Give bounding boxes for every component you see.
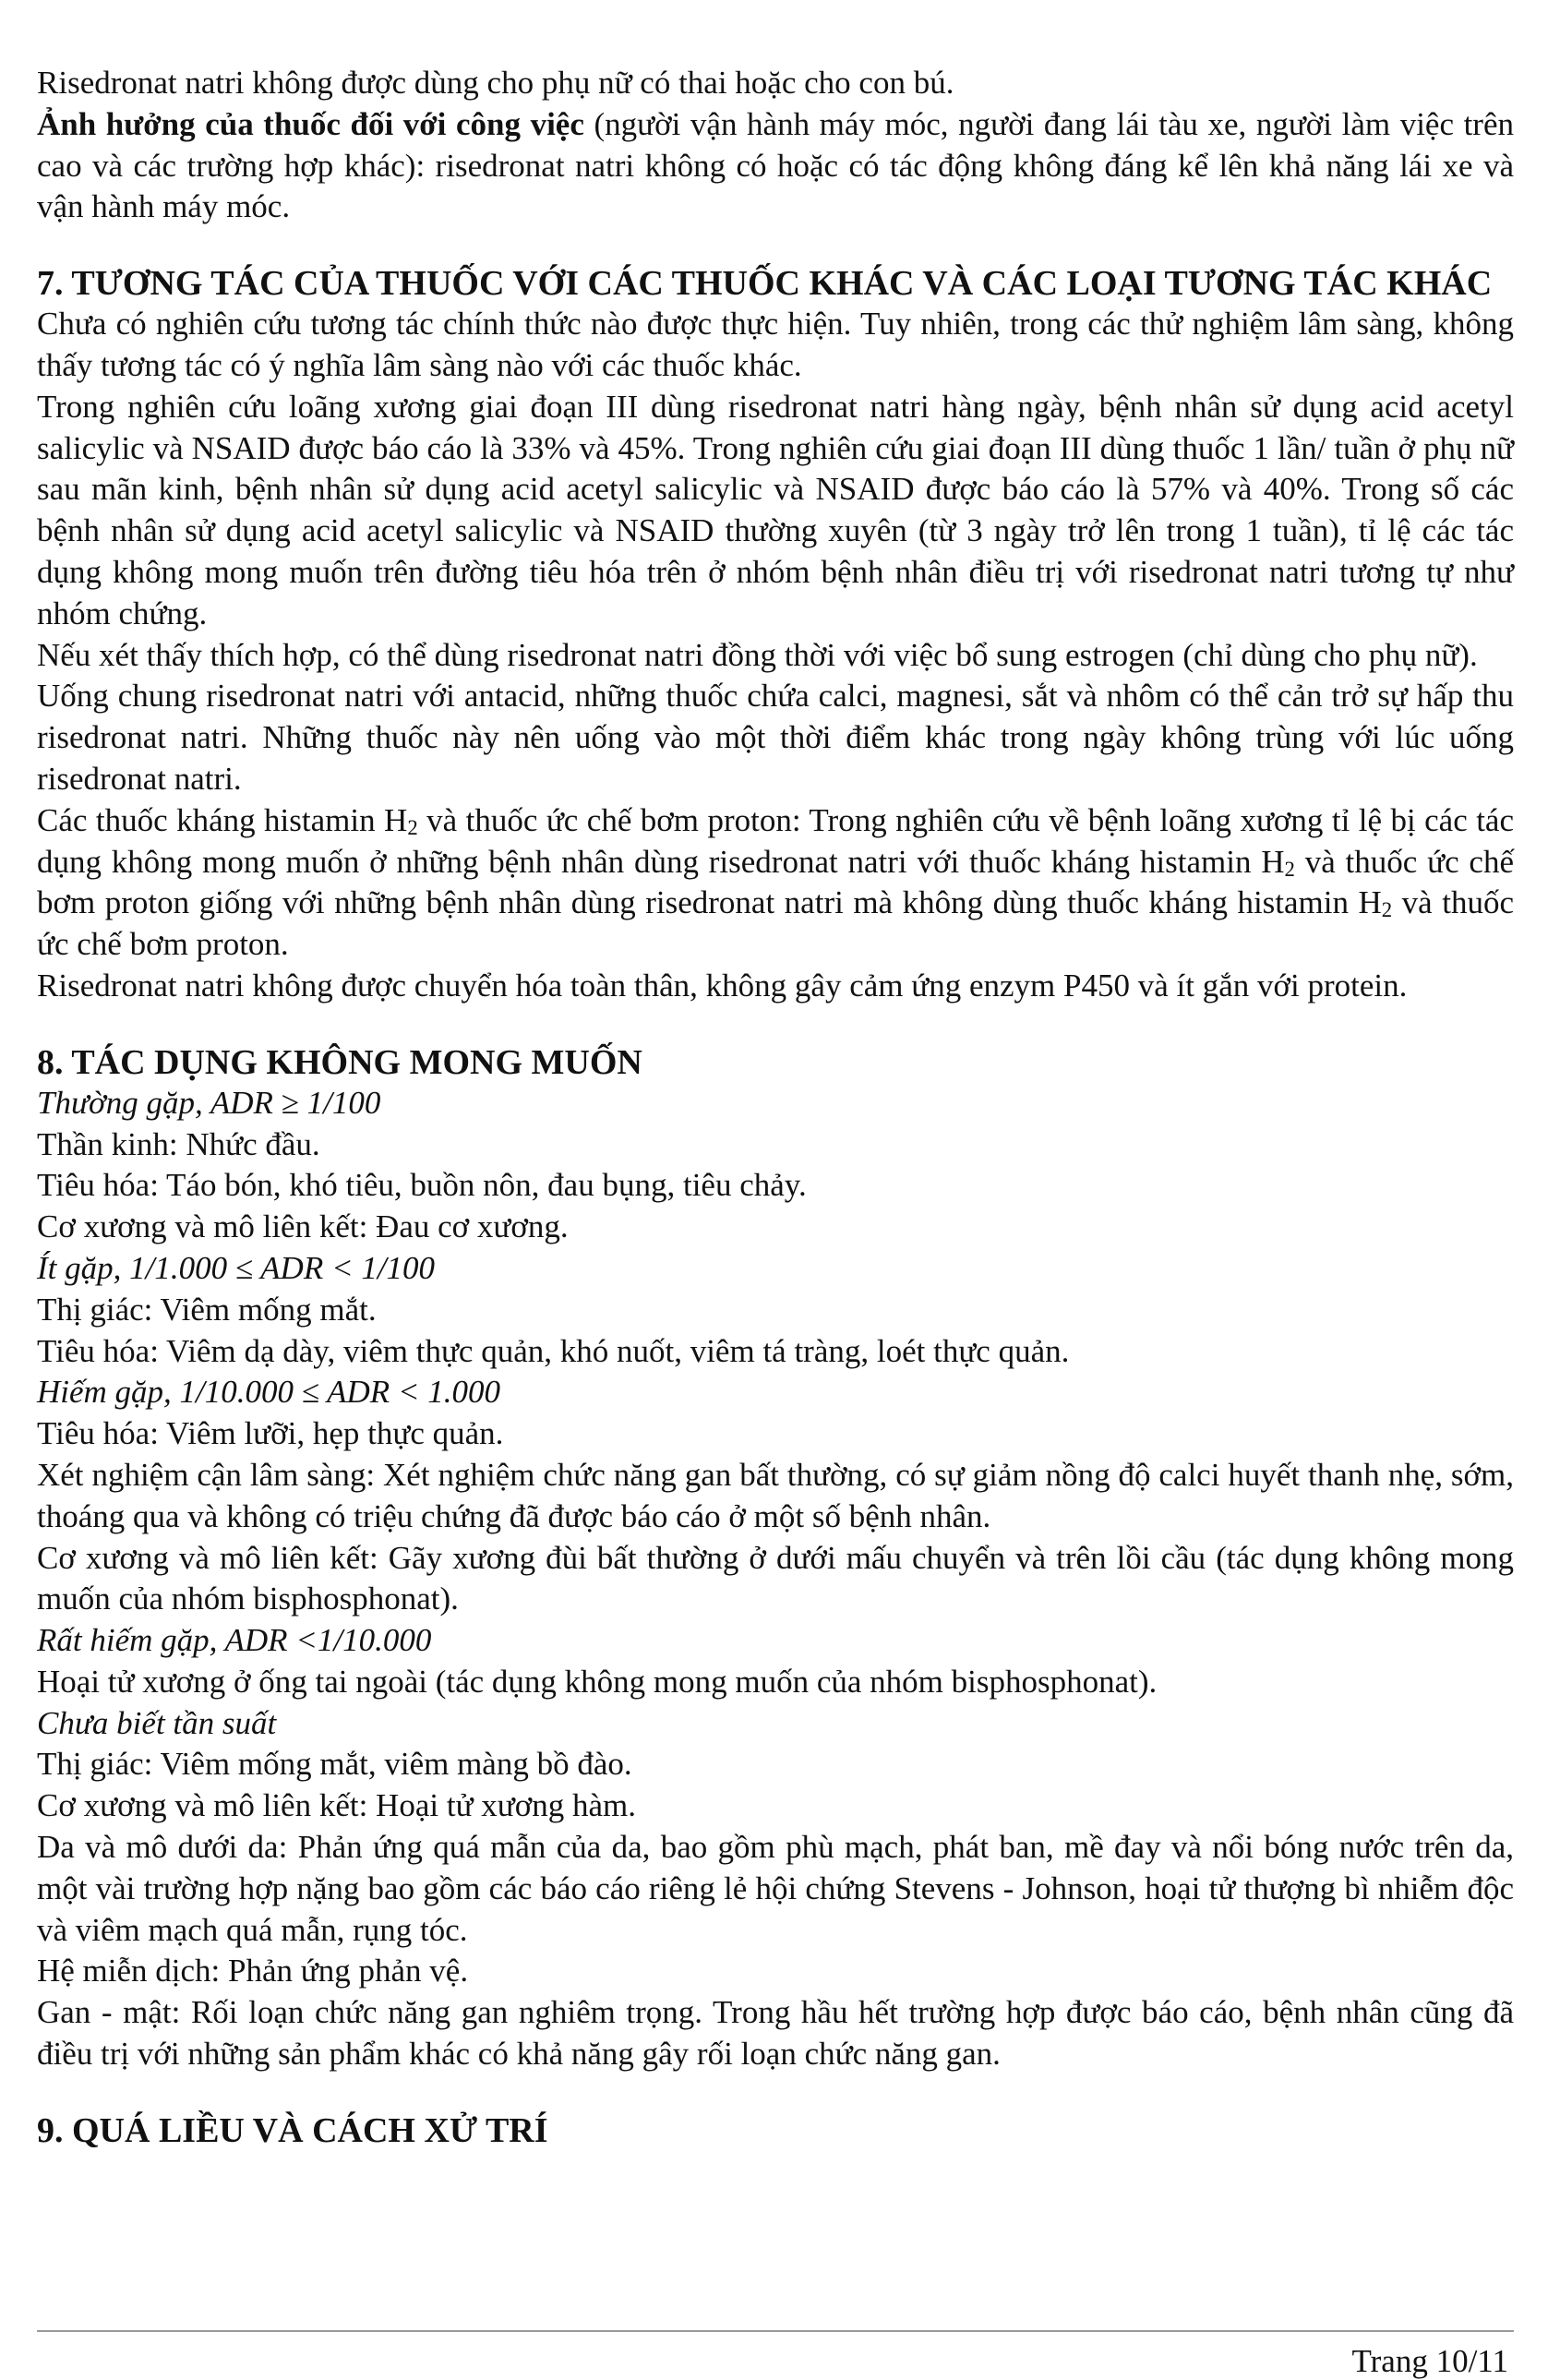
list-item: Hoại tử xương ở ống tai ngoài (tác dụng không mong muốn của nhóm bisphosphonat). (37, 1663, 1158, 1700)
section-heading-9: 9. QUÁ LIỀU VÀ CÁCH XỬ TRÍ (37, 2110, 548, 2150)
list-item: Gan - mật: Rối loạn chức năng gan nghiêm trọng. Trong hầu hết trường hợp được báo cáo, bệnh nhân cũng đã điều trị với những sản phẩm khác có khả năng gây rối loạn chức năng gan. (37, 1994, 1514, 2073)
frequency-subheading: Rất hiếm gặp, ADR <1/10.000 (37, 1622, 432, 1659)
adverse-effects-list (37, 1083, 1514, 2075)
paragraph: Nếu xét thấy thích hợp, có thể dùng risedronat natri đồng thời với việc bổ sung estrogen (chỉ dùng cho phụ nữ). (37, 636, 1478, 673)
list-item: Thần kinh: Nhức đầu. (37, 1125, 320, 1162)
list-item: Da và mô dưới da: Phản ứng quá mẫn của da, bao gồm phù mạch, phát ban, mề đay và nổi bóng nước trên da, một vài trường hợp nặng bao gồm các báo cáo riêng lẻ hội chứng Stevens - Johnson, hoại tử thượng bì nhiễm độc và viêm mạch quá mẫn, rụng tóc. (37, 1829, 1514, 1948)
list-item: Tiêu hóa: Táo bón, khó tiêu, buồn nôn, đau bụng, tiêu chảy. (37, 1167, 807, 1204)
paragraph: Uống chung risedronat natri với antacid, những thuốc chứa calci, magnesi, sắt và nhôm có thể cản trở sự hấp thu risedronat natri. Những thuốc này nên uống vào một thời điểm khác trong ngày không trùng với lúc uống risedronat natri. (37, 678, 1514, 797)
list-item: Thị giác: Viêm mống mắt, viêm màng bồ đào. (37, 1746, 632, 1783)
frequency-subheading: Thường gặp, ADR ≥ 1/100 (37, 1084, 381, 1121)
frequency-subheading: Chưa biết tần suất (37, 1704, 277, 1741)
frequency-subheading: Hiếm gặp, 1/10.000 ≤ ADR < 1.000 (37, 1374, 501, 1411)
list-item: Cơ xương và mô liên kết: Hoại tử xương hàm. (37, 1787, 637, 1824)
paragraph (37, 800, 1514, 966)
list-item: Tiêu hóa: Viêm dạ dày, viêm thực quản, khó nuốt, viêm tá tràng, loét thực quản. (37, 1332, 1070, 1369)
paragraph: Risedronat natri không được chuyển hóa toàn thân, không gây cảm ứng enzym P450 và ít gắn với protein. (37, 967, 1408, 1004)
page-number: Trang 10/11 (1351, 2343, 1508, 2379)
paragraph-text: và thuốc ức chế bơm proton: Trong nghiên cứu về bệnh loãng xương tỉ lệ bị các tác dụng không mong muốn ở những bệnh nhân dùng risedronat natri với thuốc kháng histamin H (37, 801, 1514, 880)
list-item: Xét nghiệm cận lâm sàng: Xét nghiệm chức năng gan bất thường, có sự giảm nồng độ calci huyết thanh nhẹ, sớm, thoáng qua và không có triệu chứng đã được báo cáo ở một số bệnh nhân. (37, 1456, 1514, 1534)
paragraph-text: Các thuốc kháng histamin H (37, 801, 408, 838)
paragraph-text: và thuốc ức chế bơm proton giống với những bệnh nhân dùng risedronat natri mà không dùng thuốc kháng histamin H (37, 843, 1514, 921)
paragraph: Risedronat natri không được dùng cho phụ nữ có thai hoặc cho con bú. (37, 65, 954, 101)
subscript: 2 (407, 815, 418, 839)
paragraph-text: và thuốc ức chế bơm proton. (37, 884, 1514, 963)
paragraph: Trong nghiên cứu loãng xương giai đoạn III dùng risedronat natri hàng ngày, bệnh nhân sử dụng acid acetyl salicylic và NSAID được báo cáo là 33% và 45%. Trong nghiên cứu giai đoạn III dùng thuốc 1 lần/ tuần ở phụ nữ sau mãn kinh, bệnh nhân sử dụng acid acetyl salicylic và NSAID được báo cáo là 57% và 40%. Trong số các bệnh nhân sử dụng acid acetyl salicylic và NSAID thường xuyên (từ 3 ngày trở lên trong 1 tuần), tỉ lệ các tác dụng không mong muốn trên đường tiêu hóa trên ở nhóm bệnh nhân điều trị với risedronat natri tương tự như nhóm chứng. (37, 388, 1514, 631)
subscript: 2 (1381, 898, 1393, 922)
list-item: Thị giác: Viêm mống mắt. (37, 1291, 377, 1328)
paragraph (37, 104, 1514, 228)
frequency-subheading: Ít gặp, 1/1.000 ≤ ADR < 1/100 (37, 1249, 436, 1286)
paragraph-text: (người vận hành máy móc, người đang lái tàu xe, người làm việc trên cao và các trường hợp khác): risedronat natri không có hoặc có tác động không đáng kể lên khả năng lái xe và vận hành máy móc. (37, 105, 1514, 225)
footer-divider (37, 2330, 1514, 2332)
list-item: Tiêu hóa: Viêm lưỡi, hẹp thực quản. (37, 1415, 504, 1452)
paragraph: Chưa có nghiên cứu tương tác chính thức nào được thực hiện. Tuy nhiên, trong các thử nghiệm lâm sàng, không thấy tương tác có ý nghĩa lâm sàng nào với các thuốc khác. (37, 306, 1514, 383)
bold-lead: Ảnh hưởng của thuốc đối với công việc (37, 105, 584, 142)
section-heading-7: 7. TƯƠNG TÁC CỦA THUỐC VỚI CÁC THUỐC KHÁC VÀ CÁC LOẠI TƯƠNG TÁC KHÁC (37, 264, 1493, 304)
list-item: Hệ miễn dịch: Phản ứng phản vệ. (37, 1953, 469, 1989)
section-heading-8: 8. TÁC DỤNG KHÔNG MONG MUỐN (37, 1042, 642, 1082)
subscript: 2 (1284, 857, 1295, 881)
list-item: Cơ xương và mô liên kết: Đau cơ xương. (37, 1208, 569, 1245)
document-page (37, 63, 1514, 2151)
list-item: Cơ xương và mô liên kết: Gãy xương đùi bất thường ở dưới mấu chuyển và trên lồi cầu (tác dụng không mong muốn của nhóm bisphosphonat). (37, 1539, 1514, 1617)
